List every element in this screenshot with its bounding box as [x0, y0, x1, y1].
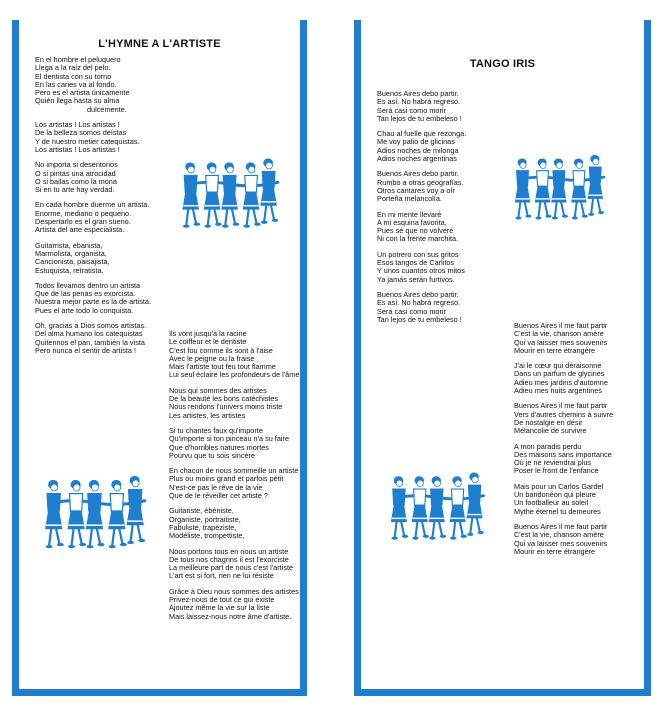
lyric-line: Esos tangos de Carlitos	[377, 258, 455, 268]
lyric-line: Pourvu que tu sois sincère	[169, 450, 255, 460]
lyric-line: Pero es el artista únicamente	[35, 88, 130, 98]
lyric-line: Un potrero con sus gritos	[377, 249, 459, 259]
lyric-line: Mourir en terre étrangère	[514, 345, 596, 355]
lyric-line: Vers d'autres chemins à suivre	[514, 409, 614, 419]
stanza	[377, 291, 466, 324]
stanza	[514, 362, 613, 395]
lyric-line: Me voy patio de glicinas	[377, 137, 455, 147]
lyric-line: Grâce à Dieu nous sommes des artistes	[169, 586, 299, 596]
lyric-line: Será casi como morir	[377, 105, 446, 115]
french-lyrics	[169, 330, 299, 628]
lyric-line: Rumbo a otras geografías.	[377, 177, 464, 187]
lyric-line: Si en tu arte hay verdad.	[35, 185, 115, 195]
lyric-line: Y unos cuantos otros mitos	[377, 266, 465, 276]
lyric-line: En chacun de nous sommeille un artiste	[169, 466, 299, 476]
lyric-line: No importa si desentonos	[35, 160, 118, 170]
lyric-line: Qui va laisser mes souvenirs	[514, 337, 608, 347]
lyric-line: La meilleure part de nous c'est l'artiste	[169, 563, 294, 573]
lyric-line: Les artistes, les artistes	[169, 410, 246, 420]
lyric-line: Porteña melancolía.	[377, 194, 442, 204]
lyric-line: Quitennos el pan, también la vista	[35, 337, 145, 347]
lyric-line: En el hombre el peluquero	[35, 55, 121, 64]
lyric-line: Adieu mes jardins d'automne	[514, 377, 608, 387]
lyric-line: El dentista con su torno	[35, 71, 112, 81]
lyric-line: Guitarrista, ebanista,	[35, 240, 103, 250]
lyric-line: Del alma humano los catequistas	[35, 329, 143, 339]
lyric-line: Fabuliste, trapéziste,	[169, 522, 237, 532]
lyric-line: Que de las penas es exorcista.	[35, 289, 136, 299]
lyric-line: Mais pour un Carlos Gardel	[514, 481, 604, 491]
stanza	[169, 588, 299, 621]
stanza	[377, 211, 466, 244]
lyric-line: Qui va laisser mes souvenirs	[514, 538, 608, 548]
lyric-line: C'est fou comme ils sont à l'aise	[169, 345, 273, 355]
lyric-line: Despertarlo es el gran sueno.	[35, 217, 131, 227]
lyric-line: Los artistas ! Los artistas !	[35, 144, 120, 154]
lyric-line: dulcemente.	[87, 104, 127, 114]
lyric-line: Pues el arte todo lo conquista.	[35, 305, 134, 315]
lyric-line: Buenos Aires il me faut partir	[514, 401, 608, 411]
lyric-line: Où je ne reviendrai plus	[514, 458, 592, 468]
lyric-line: Otros cantares voy a oír	[377, 185, 455, 195]
lyric-line: Quién llega hasta su alma	[35, 96, 120, 106]
lyric-line: A mi esquina favorita,	[377, 217, 447, 227]
lyric-line: Que d'horribles natures mortes	[169, 442, 269, 452]
stanza	[377, 170, 466, 203]
lyric-line: Enorme, mediano o pequeno.	[35, 208, 132, 218]
lyric-line: Buenos Aires il me faut partir	[514, 521, 608, 531]
lyric-line: Mélancolie de survivre	[514, 426, 587, 436]
lyric-line: En las caries va al fondo.	[35, 79, 117, 89]
lyric-line: Llega a la raíz del pelo.	[35, 63, 111, 73]
lyric-line: Un footballeur au soleil	[514, 498, 589, 508]
lyric-line: Ni con la frente marchita.	[377, 234, 459, 244]
stanza	[169, 467, 299, 500]
stanza	[35, 56, 151, 114]
lyric-line: Es así. No habrá regreso.	[377, 298, 461, 308]
lyric-line: Ajoutez même la vie sur la liste	[169, 603, 270, 613]
lyric-line: Chau al fuelle que rezonga.	[377, 129, 467, 139]
lyric-line: Buenos Aires debo partir.	[377, 289, 459, 299]
lyric-line: Dans un parfum de glycines	[514, 369, 605, 379]
lyric-line: C'est la vie, chanson amère	[514, 530, 604, 540]
lyric-line: Si tu chantes faux qu'importe	[169, 425, 263, 435]
stanza	[514, 483, 613, 516]
left-page	[12, 20, 307, 696]
stanza	[35, 121, 151, 154]
lyric-line: Des maisons sans importance	[514, 449, 612, 459]
stanza	[35, 282, 151, 315]
stanza	[377, 251, 466, 284]
lyric-line: Sera casi como morir	[377, 306, 446, 316]
spanish-lyrics	[35, 56, 151, 362]
lyric-line: Adieu mes nuits argentines	[514, 386, 603, 396]
lyric-line: O si bailas como la mona	[35, 176, 117, 186]
lyric-line: Privez-nous de tout ce qui existe	[169, 595, 275, 605]
lyric-line: Modéliste, trompettiste,	[169, 531, 245, 541]
lyric-line: Cancionista, paisajista,	[35, 257, 110, 267]
dancers-illustration	[389, 468, 493, 546]
lyric-line: De la belleza somos deístas	[35, 128, 127, 138]
lyric-line: Mourir en terre étrangère	[514, 546, 596, 556]
lyric-line: J'ai le cœur qui déraisonne	[514, 361, 602, 371]
lyric-line: A mon paradis perdu	[514, 441, 582, 451]
lyric-line: Mais laissez-nous notre âme d'artiste.	[169, 611, 292, 621]
lyric-line: Adios noches de milonga	[377, 145, 459, 155]
lyric-line: Buenos Aires debo partir.	[377, 89, 459, 98]
lyric-line: Avec le peigne ou la fraise	[169, 353, 255, 363]
lyric-line: Mythe éternel tu demeures	[514, 506, 601, 516]
lyric-line: Nous rendons l'univers moins triste	[169, 402, 283, 412]
stanza	[35, 322, 151, 355]
lyric-line: Le coiffeur et le dentiste	[169, 337, 247, 347]
page-title: TANGO IRIS	[469, 58, 536, 70]
lyric-line: De la beauté les bons catéchistes	[169, 394, 279, 404]
lyric-line: Qu'importe si ton pinceau n'a su faire	[169, 434, 290, 444]
stanza	[169, 427, 299, 460]
lyric-line: Pues sé que no volveré	[377, 226, 454, 236]
lyric-line: Organiste, portraitiste,	[169, 514, 241, 524]
lyric-line: Buenos Aires il me faut partir	[514, 321, 608, 330]
stanza	[169, 507, 299, 540]
stanza	[514, 443, 613, 476]
lyric-line: Buenos Aires debo partir.	[377, 169, 459, 179]
lyric-line: Un bandonéon qui pleure	[514, 490, 596, 500]
lyric-line: Tan lejos de tu embeleso !	[377, 314, 462, 324]
french-lyrics	[514, 322, 613, 563]
stanza	[514, 322, 613, 355]
lyric-line: Mais l'artiste tout feu tout flamme	[169, 362, 276, 372]
stanza	[35, 161, 151, 194]
stanza	[514, 402, 613, 435]
stanza	[514, 523, 613, 556]
lyric-line: En cada hombre duerme un artista.	[35, 200, 150, 210]
lyric-line: Que de le réveiller cet artiste ?	[169, 491, 268, 501]
lyric-line: O si pintas una atrocidad	[35, 168, 116, 178]
lyric-line: Plus ou moins grand et parfois petit	[169, 474, 284, 484]
lyric-line: Artista del arte especialista.	[35, 225, 125, 235]
lyric-line: Estuquista, retratista.	[35, 265, 104, 275]
lyric-line: De nostalgie en désir	[514, 417, 583, 427]
lyric-line: C'est la vie, chanson amère	[514, 329, 604, 339]
stanza	[377, 130, 466, 163]
lyric-line: Ils vont jusqu'à la racine	[169, 329, 247, 338]
lyric-line: Nuestra mejor parte es la de artista.	[35, 297, 151, 307]
lyric-line: L'art est si fort, rien ne lui résiste	[169, 571, 274, 581]
dancers-illustration	[43, 472, 155, 554]
lyric-line: Es así. No habrá regreso.	[377, 97, 461, 107]
lyric-line: Adios noches argentinas	[377, 154, 457, 164]
spanish-lyrics	[377, 90, 466, 331]
dancers-illustration	[513, 150, 613, 226]
lyric-line: Marmolista, organista,	[35, 248, 107, 258]
lyric-line: Poser le front de l'enfance	[514, 466, 599, 476]
lyric-line: Lui seul éclaire les profondeurs de l'âme	[169, 370, 300, 380]
stanza	[169, 330, 299, 380]
stanza	[377, 90, 466, 123]
lyric-line: Oh, gracias a Dios somos artistas.	[35, 321, 147, 331]
stanza	[169, 387, 299, 420]
lyric-line: Nous portons tous en nous un artiste	[169, 546, 289, 556]
stanza	[35, 201, 151, 234]
lyric-line: En mi mente llevaré	[377, 209, 442, 219]
right-page	[354, 20, 651, 696]
dancers-illustration	[179, 155, 289, 233]
lyric-line: Ya jamás serán furtivos.	[377, 274, 455, 284]
lyric-line: Los artistas ! Los artistas !	[35, 120, 120, 130]
stanza	[169, 548, 299, 581]
lyric-line: De tous nos chagrins il est l'exorciste	[169, 554, 289, 564]
page-title: L'HYMNE A L'ARTISTE	[98, 38, 221, 50]
lyric-line: Pero nunca el sentir de artista !	[35, 345, 136, 355]
lyric-line: Guitariste, ébéniste,	[169, 506, 234, 516]
lyric-line: Nous qui sommes des artistes	[169, 385, 267, 395]
lyric-line: Y de nuestro metier catequistas.	[35, 136, 140, 146]
lyric-line: Tan lejos de tu embeleso !	[377, 113, 462, 123]
lyric-line: N'est-ce pas le rêve de la vie	[169, 482, 263, 492]
stanza	[35, 242, 151, 275]
lyric-line: Todos llevamos dentro un artista	[35, 280, 141, 290]
